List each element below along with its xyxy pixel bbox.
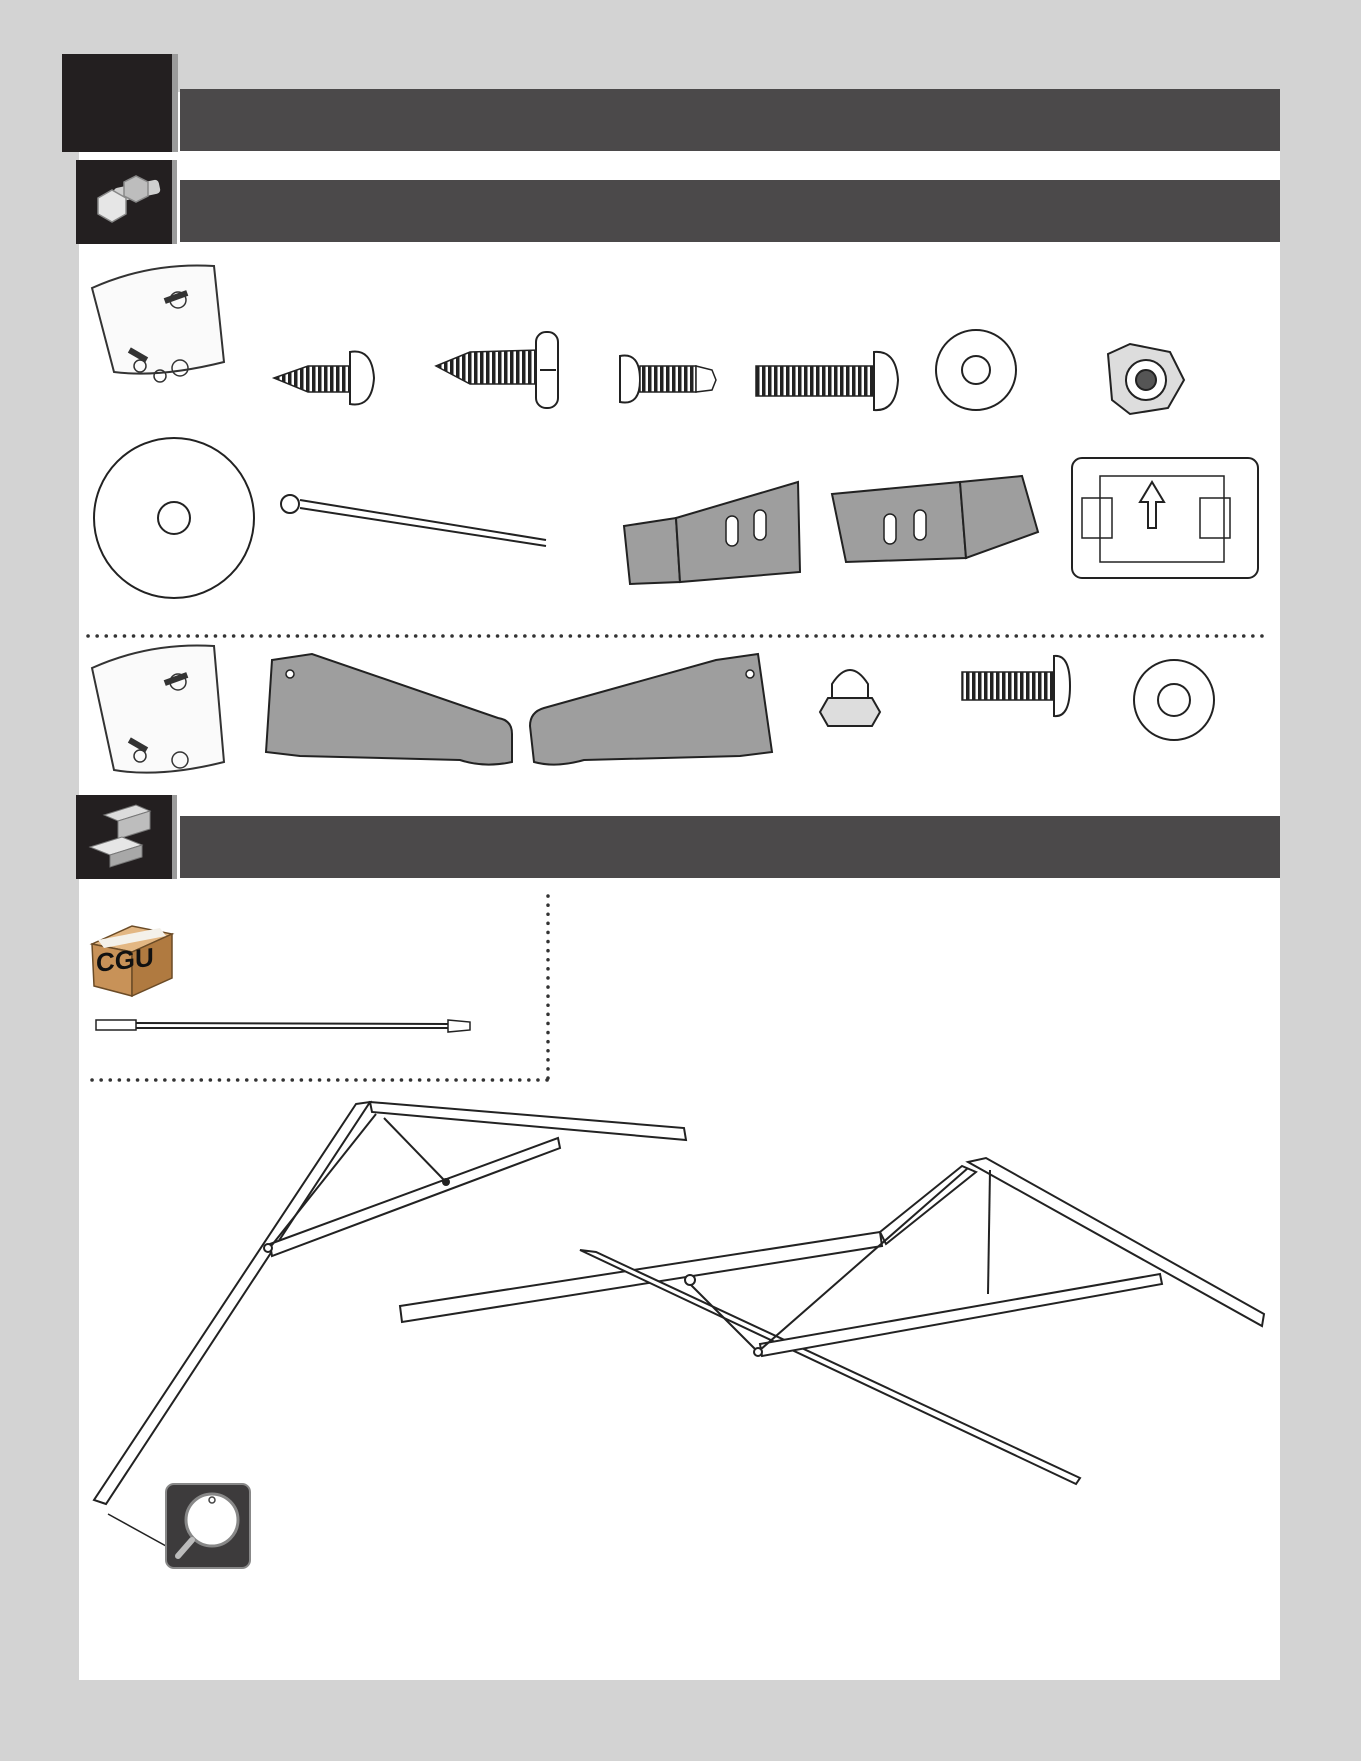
cardboard-box-icon: [92, 926, 172, 996]
wood-screw-icon: [436, 332, 558, 408]
carriage-bolt-icon: [962, 656, 1070, 716]
callout-leader-line: [108, 1514, 166, 1546]
magnifier-icon: [166, 1484, 250, 1568]
angle-bracket-icon: [832, 476, 1038, 562]
large-washer-icon: [94, 438, 254, 598]
washer-icon: [1134, 660, 1214, 740]
washer-icon: [936, 330, 1016, 410]
acorn-nut-icon: [820, 670, 880, 726]
tapping-screw-icon: [274, 352, 374, 405]
angle-bracket-icon: [624, 482, 800, 584]
box-label: CGU: [95, 941, 154, 978]
self-drilling-screw-icon: [620, 356, 716, 403]
cotter-pin-icon: [281, 495, 546, 546]
hex-nut-icon: [1108, 344, 1184, 414]
hardware-bag-icon: [92, 645, 224, 772]
long-rod-icon: [96, 1020, 470, 1032]
roof-truss-left: [94, 1102, 686, 1504]
clip-connector-icon: [1072, 458, 1258, 578]
gable-plate-icon: [266, 654, 512, 765]
machine-screw-icon: [756, 352, 898, 410]
gable-plate-icon: [530, 654, 772, 765]
hardware-bag-icon: [92, 265, 224, 382]
roof-truss-right: [400, 1158, 1264, 1484]
